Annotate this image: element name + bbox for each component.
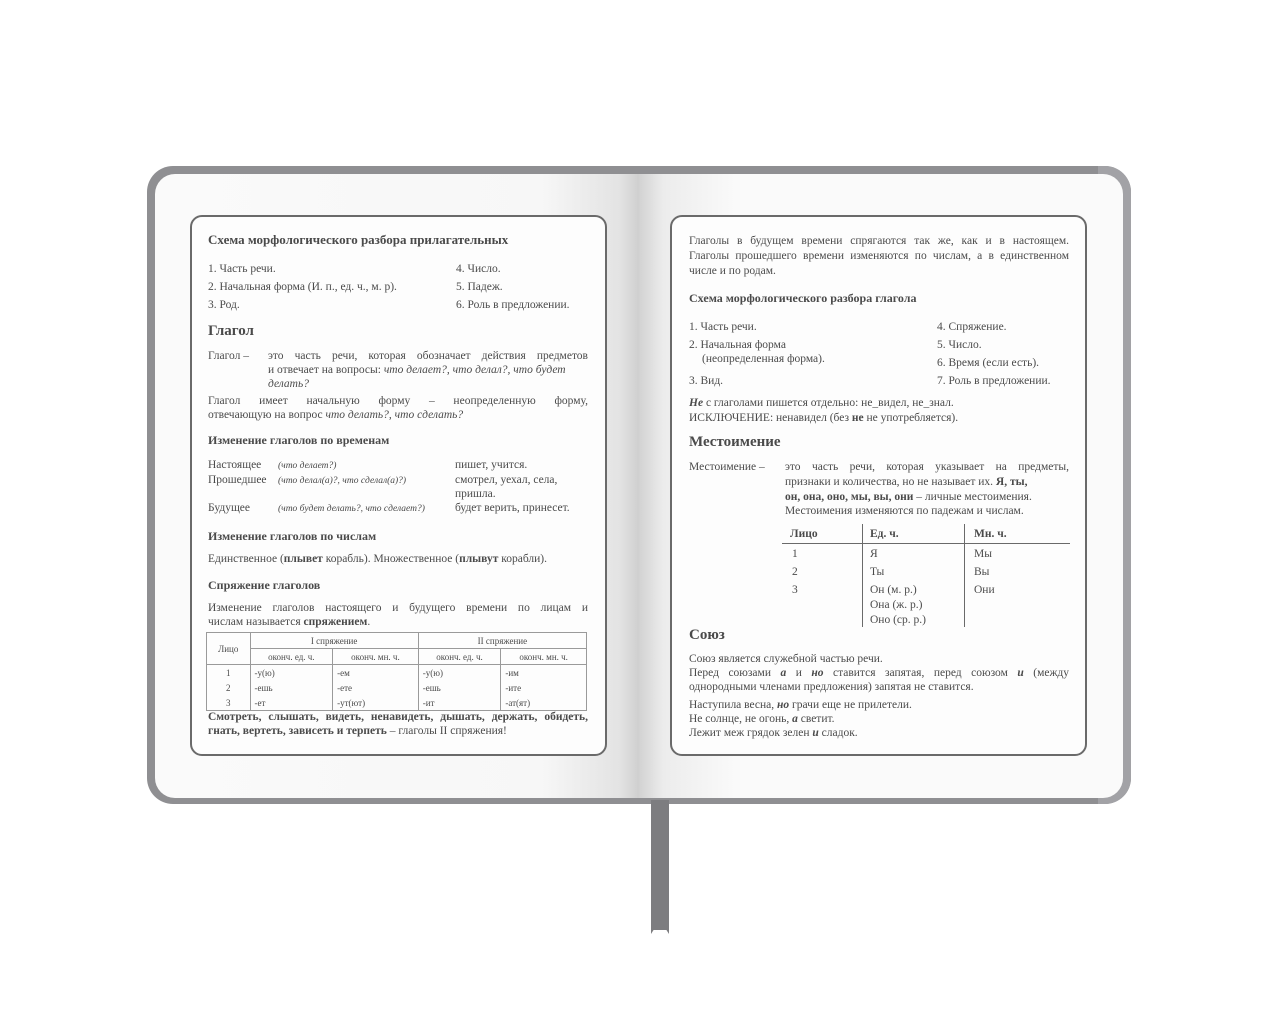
pronoun-def-line: он, она, оно, мы, вы, они – личные местоимения. xyxy=(785,491,1032,503)
table-header: Ед. ч. xyxy=(870,528,899,540)
table-cell: -ете xyxy=(333,680,419,695)
intro-line: Глаголы в будущем времени спрягаются так же, как и в настоящем. xyxy=(689,235,1069,247)
table-divider xyxy=(964,524,965,627)
conjunction-text: Союз является служебной частью речи. xyxy=(689,653,883,665)
number-text: Единственное (плывет корабль). Множественное (плывут корабли). xyxy=(208,553,548,565)
tense-example: смотрел, уехал, села, xyxy=(455,474,558,486)
verb-scheme-title: Схема морфологического разбора глагола xyxy=(689,291,917,305)
pronoun-def-line: это часть речи, которая указывает на предметы, xyxy=(785,461,1069,473)
bookmark-ribbon xyxy=(651,800,669,930)
intro-line: Глаголы прошедшего времени изменяются по числам, а в единственном xyxy=(689,250,1069,262)
table-divider xyxy=(782,543,1070,544)
table-divider xyxy=(862,524,863,627)
verb-def-lead: Глагол – xyxy=(208,350,250,362)
table-cell: -у(ю) xyxy=(250,665,333,681)
pronoun-section-title: Местоимение xyxy=(689,434,781,450)
conjunction-text: Перед союзами а и но ставится запятая, перед союзом и (между xyxy=(689,667,1069,679)
conjunction-example: Наступила весна, но грачи еще не прилетели. xyxy=(689,699,912,711)
table-header: Лицо xyxy=(790,528,818,540)
intro-line: числе и по родам. xyxy=(689,265,776,277)
table-cell: -у(ю) xyxy=(418,665,501,681)
table-header: Лицо xyxy=(207,633,251,665)
conjunction-text: однородными членами предложения) запятая не ставится. xyxy=(689,681,974,693)
conjugation-exception: гнать, вертеть, зависеть и терпеть – глаголы II спряжения! xyxy=(208,725,507,737)
bookmark-ribbon-tip xyxy=(651,920,669,934)
table-cell: -ит xyxy=(418,695,501,711)
list-item: 1. Часть речи. xyxy=(208,263,276,275)
table-subheader: оконч. мн. ч. xyxy=(501,649,587,665)
tense-name: Прошедшее xyxy=(208,474,267,486)
list-item: 4. Число. xyxy=(456,263,501,275)
tense-question: (что будет делать?, что сделает?) xyxy=(278,504,425,514)
list-item: 2. Начальная форма xyxy=(689,339,786,351)
list-item: 6. Роль в предложении. xyxy=(456,299,570,311)
table-cell: Вы xyxy=(974,566,990,578)
list-item: 6. Время (если есть). xyxy=(937,357,1040,369)
table-row xyxy=(207,680,587,695)
conjugation-exception: Смотреть, слышать, видеть, ненавидеть, дышать, держать, обидеть, xyxy=(208,711,588,723)
adjective-scheme-title: Схема морфологического разбора прилагательных xyxy=(208,232,509,247)
conjugation-text: числам называется спряжением. xyxy=(208,616,371,628)
table-row xyxy=(207,695,587,711)
table-subheader: оконч. мн. ч. xyxy=(333,649,419,665)
tense-example: пришла. xyxy=(455,488,496,500)
list-item: 2. Начальная форма (И. п., ед. ч., м. р). xyxy=(208,281,397,293)
table-cell: -ем xyxy=(333,665,419,681)
table-header: I спряжение xyxy=(250,633,418,649)
conjugation-text: Изменение глаголов настоящего и будущего времени по лицам и xyxy=(208,602,588,614)
table-cell: Они xyxy=(974,584,995,596)
number-section-title: Изменение глаголов по числам xyxy=(208,529,377,543)
table-cell: -ат(ят) xyxy=(501,695,587,711)
tense-question: (что делает?) xyxy=(278,461,337,471)
table-cell: -ет xyxy=(250,695,333,711)
pronoun-def-line: Местоимения изменяются по падежам и числам. xyxy=(785,505,1024,517)
conjunction-example: Не солнце, не огонь, а светит. xyxy=(689,713,835,725)
list-item: (неопределенная форма). xyxy=(702,353,825,365)
table-cell: 2 xyxy=(207,680,251,695)
list-item: 4. Спряжение. xyxy=(937,321,1007,333)
table-subheader: оконч. ед. ч. xyxy=(418,649,501,665)
list-item: 5. Падеж. xyxy=(456,281,503,293)
conjunction-section-title: Союз xyxy=(689,627,725,643)
list-item: 3. Вид. xyxy=(689,375,724,387)
table-cell: 3 xyxy=(792,584,798,596)
table-cell: -ут(ют) xyxy=(333,695,419,711)
verb-def-line: это часть речи, которая обозначает действия предметов xyxy=(268,350,588,362)
table-cell: -ешь xyxy=(250,680,333,695)
list-item: 7. Роль в предложении. xyxy=(937,375,1051,387)
verb-infinitive-line: отвечающую на вопрос что делать?, что сделать? xyxy=(208,409,464,421)
table-cell: Она (ж. р.) xyxy=(870,599,923,611)
table-header: Мн. ч. xyxy=(974,528,1007,540)
verb-def-line: и отвечает на вопросы: что делает?, что делал?, что будет xyxy=(268,364,566,376)
table-cell: -ешь xyxy=(418,680,501,695)
table-cell: Мы xyxy=(974,548,992,560)
table-row xyxy=(207,665,587,681)
pronoun-def-line: признаки и количества, но не называет их. Я, ты, xyxy=(785,476,1028,488)
list-item: 3. Род. xyxy=(208,299,240,311)
table-cell: 1 xyxy=(207,665,251,681)
table-cell: -им xyxy=(501,665,587,681)
table-cell: Ты xyxy=(870,566,885,578)
table-cell: 1 xyxy=(792,548,798,560)
tense-name: Будущее xyxy=(208,502,251,514)
ne-rule: Не с глаголами пишется отдельно: не_видел, не_знал. xyxy=(689,397,954,409)
verb-def-line: делать? xyxy=(268,378,309,390)
tense-section-title: Изменение глаголов по временам xyxy=(208,433,390,447)
list-item: 1. Часть речи. xyxy=(689,321,757,333)
pronoun-def-lead: Местоимение – xyxy=(689,461,765,473)
table-cell: 3 xyxy=(207,695,251,711)
table-subheader: оконч. ед. ч. xyxy=(250,649,333,665)
table-cell: 2 xyxy=(792,566,798,578)
table-cell: Я xyxy=(870,548,878,560)
table-cell: Он (м. р.) xyxy=(870,584,917,596)
verb-infinitive-line: Глагол имеет начальную форму – неопределенную форму, xyxy=(208,395,588,407)
conjunction-example: Лежит меж грядок зелен и сладок. xyxy=(689,727,858,739)
tense-example: будет верить, принесет. xyxy=(455,502,570,514)
table-cell: -ите xyxy=(501,680,587,695)
tense-name: Настоящее xyxy=(208,459,262,471)
list-item: 5. Число. xyxy=(937,339,982,351)
verb-section-title: Глагол xyxy=(208,323,254,339)
table-cell: Оно (ср. р.) xyxy=(870,614,926,626)
conjugation-table xyxy=(206,632,587,711)
ne-exception: ИСКЛЮЧЕНИЕ: ненавидел (без не не употребляется). xyxy=(689,412,959,424)
tense-question: (что делал(а)?, что сделал(а)?) xyxy=(278,476,407,486)
table-header: II спряжение xyxy=(418,633,586,649)
conjugation-section-title: Спряжение глаголов xyxy=(208,578,321,592)
tense-example: пишет, учится. xyxy=(455,459,528,471)
